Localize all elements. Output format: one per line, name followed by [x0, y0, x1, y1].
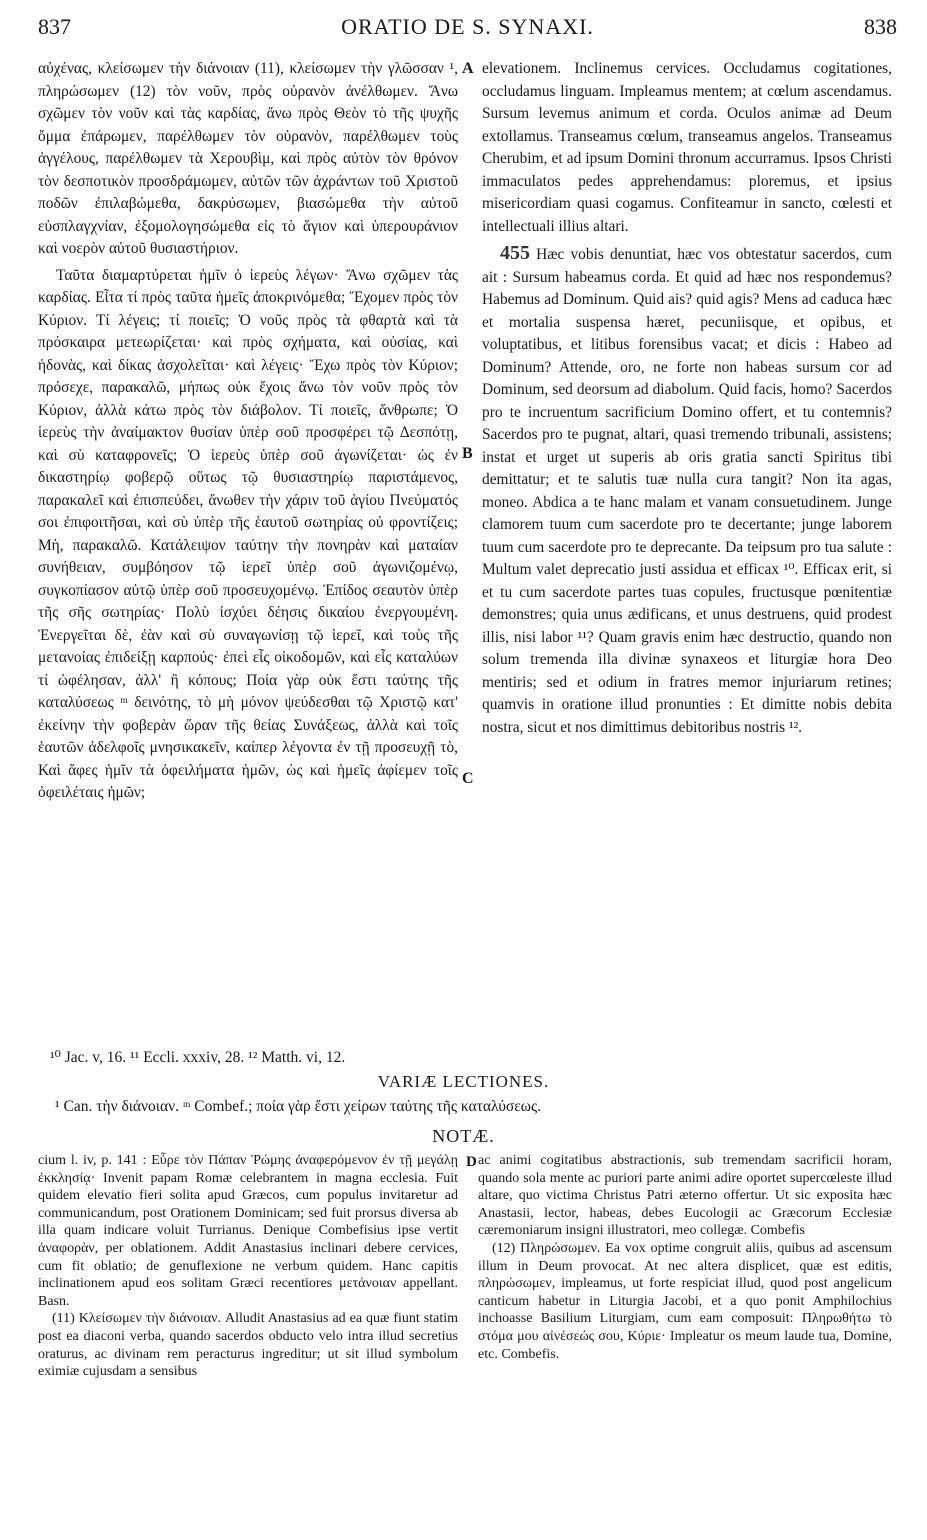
page-number-left: 837: [38, 14, 71, 39]
latin-paragraph-1: elevationem. Inclinemus cervices. Occludamus cogitationes, occludamus linguam. Impleamus mentem; at cœlum ascendamus. Sursum levemus animum et corda. Oculos animæ ad Deum extollamus. Transeamus cœlum, transeamus angelos. Transeamus Cherubim, et ad ipsum Domini thronum accurramus. Ipsos Christi immaculatos pedes apprehendamus: ploremus, et ipsius misericordiam quasi cogamus. Confiteamur in sancto, cœlesti et intellectuali illius altari.: [482, 60, 892, 235]
margin-letter-a: A: [462, 60, 474, 77]
margin-letter-b: B: [462, 445, 473, 462]
note-right-2: (12) Πληρώσωμεν. Ea vox optime congruit aliis, quibus ad ascensum illum in Deum provocat. At nec altera displicet, quæ est editis, πληρώσωμεν, impleamus, ut forte respiciat illud, quod post angelicum canticum habetur in Liturgia Jacobi, et a quo ponit Amphilochius inchoasse Basilium Liturgiam, cum eam composuit: Πληρωθήτω τὸ στόμα μου αἰνέσεώς σου, Κύριε· Impleatur os meum laude tua, Domine, etc. Combefis.: [478, 1240, 892, 1362]
greek-paragraph-2: Ταῦτα διαμαρτύρεται ἡμῖν ὁ ἱερεὺς λέγων· Ἄνω σχῶμεν τὰς καρδίας. Εἶτα τί πρὸς ταῦτα ἡμεῖς ἀποκρινόμεθα; Ἔχομεν πρὸς τὸν Κύριον. Τί λέγεις; τί ποιεῖς; Ὁ νοῦς πρὸς τὰ φθαρτὰ καὶ τὰ πρόσκαιρα μετεωρίζεται· καὶ πρὸς σχήματα, καὶ οὐσίας, καὶ ἡδονὰς, καὶ δίκας ἀσχολεῖται· καὶ λέγεις· Ἔχω πρὸς τὸν Κύριον; πρόσεχε, παρακαλῶ, μήπως οὐκ ἔχοις ἄνω τὸν νοῦν πρὸς τὸν Κύριον, ἀλλὰ κάτω πρὸς τὸν διάβολον. Τί ποιεῖς, ἄνθρωπε; Ὁ ἱερεὺς τὴν ἀναίμακτον θυσίαν ὑπὲρ σοῦ προσφέρει τῷ Δεσπότῃ, καὶ σὺ καταφρονεῖς; Ὁ ἱερεὺς ὑπὲρ σοῦ ἀγωνίζεται· ὡς ἐν δικαστηρίῳ φοβερῷ οὕτως τῷ θυσιαστηρίῳ παριστάμενος, παρακαλεῖ καὶ ἐπισπεύδει, ἄνωθεν τὴν χάριν τοῦ ἁγίου Πνεύματός σοι ἐπιφοιτῆσαι, καὶ σὺ ὑπὲρ τῆς ἑαυτοῦ σωτηρίας οὐ φροντίζεις; Μὴ, παρακαλῶ. Κατάλειψον ταύτην τὴν πονηρὰν καὶ ματαίαν συνήθειαν, συμβόησον τῷ ἱερεῖ ὑπὲρ σοῦ ἀγωνιζομένῳ, συγκοπίασον αὐτῷ ὑπὲρ σοῦ προσευχομένῳ. Ἐπίδος σεαυτὸν ὑπὲρ τῆς σῆς σωτηρίας· Πολὺ ἰσχύει δέησις δικαίου ἐνεργουμένη. Ἐνεργεῖται δὲ, ἐὰν καὶ σὺ συναγωνίσῃ τῷ ἱερεῖ, καὶ τοὺς τῆς μετανοίας ἐπιδείξῃ καρπούς· ἐπεὶ εἷς οἰκοδομῶν, καὶ εἷς καταλύων τί ὠφέλησαν, ἀλλ' ἢ κόπους; Ποία γὰρ οὐκ ἔστι ταύτης τῆς καταλύσεως ᵐ δεινότης, τὸ μὴ μόνον ψεύδεσθαι τῷ Χριστῷ κατ' ἐκείνην τὴν φοβερὰν ὥραν τῆς θείας Συνάξεως, ἀλλὰ καὶ τοῖς ἑαυτῶν ἀδελφοῖς μνησικακεῖν, καίπερ λέγοντα ἐν τῇ προσευχῇ τὸ, Καὶ ἄφες ἡμῖν τὰ ὀφειλήματα ἡμῶν, ὡς καὶ ἡμεῖς ἀφίεμεν τοῖς ὀφειλέταις ἡμῶν;: [38, 266, 458, 801]
variae-line: ¹ Can. τὴν διάνοιαν. ᵐ Combef.; ποία γὰρ ἔστι χείρων ταύτης τῆς καταλύσεως.: [55, 1098, 541, 1115]
latin-paragraph-2-text: Hæc vobis denuntiat, hæc vos obtestatur sacerdos, cum ait : Sursum habeamus corda. Et quid ad hæc nos respondemus? Habemus ad Dominum. Quid ais? quid agis? Mens ad caduca hæc et mortalia suspensa hæret, pecuniisque, et opibus, et voluptatibus, et litibus forensibus vacat; et dicis : Habeo ad Dominum? Attende, oro, ne forte non habeas sursum cor ad Dominum, sed deorsum ad diabolum. Quid facis, homo? Sacerdos pro te incruentum sacrificium Domino offert, et tu contemnis? Sacerdos pro te pugnat, altari, quasi tremendo tribunali, assistens; instat et urget ut superis ab oris gratia sancti Spiritus tibi demittatur; et te salutis tuæ nulla cura tangit? Non ita agas, moneo. Abdica a te hanc malam et vanam consuetudinem. Junge clamorem tuum cum sacerdote pro te decertante; junge laborem tuum cum sacerdote pro te deprecante. Da teipsum pro tua salute : Multum valet deprecatio justi assidua et efficax ¹⁰. Efficax erit, si et tu cum sacerdote partes tuas copules, fructusque pœnitentiæ demonstres; quia unus ædificans, et unus destruens, quid prodest illis, nisi labor ¹¹? Quam gravis enim hæc destructio, quando non solum tremenda illa divinæ synaxeos et liturgiæ hora Deo mentiris; sed et odium in fratres memor injuriarum retines; quamvis in oratione illud pronunties : Et dimitte nobis debita nostra, sicut et nos dimittimus debitoribus nostris ¹².: [482, 246, 892, 736]
footnotes: ¹⁰ Jac. v, 16. ¹¹ Eccli. xxxiv, 28. ¹² Matth. vi, 12.: [50, 1049, 346, 1066]
greek-paragraph-1: αὐχένας, κλείσωμεν τὴν διάνοιαν (11), κλείσωμεν τὴν γλῶσσαν ¹, πληρώσωμεν (12) τὸν νοῦν, πρὸς οὐρανὸν ἀνέλθωμεν. Ἄνω σχῶμεν τὸν νοῦν καὶ τὰς καρδίας, ἄνω πρὸς Θεὸν τὸ τῆς ψυχῆς ὄμμα ἐπάρωμεν, παρέλθωμεν τὸν οὐρανὸν, παρέλθωμεν τοὺς ἀγγέλους, παρέλθωμεν τὰ Χερουβὶμ, καὶ πρὸς αὐτὸν τὸν θρόνον τὸν δεσποτικὸν προσδράμωμεν, αὐτῶν τῶν ἀχράντων τοῦ Χριστοῦ ποδῶν ἐπιλαβώμεθα, δακρύσωμεν, βιασώμεθα τὴν αὐτοῦ εὐσπλαγχνίαν, ἐξομολογησώμεθα εἰς τὸ ἅγιον καὶ ὑπερουράνιον καὶ νοερὸν αὐτοῦ θυσιαστήριον.: [38, 60, 458, 257]
greek-column: [38, 58, 458, 805]
note-left-1: cium l. iv, p. 141 : Εὗρε τὸν Πάπαν Ῥώμης ἀναφερόμενον ἐν τῇ μεγάλῃ ἐκκλησίᾳ· Invenit papam Romæ celebrantem in magna ecclesia. Fuit quidem elevatio fieri solita apud Græcos, cum populus invitaretur ad communicandum, post Orationem Dominicam; sed fuit prorsus diversa ab illa quam indicare voluit Turrianus. Denique Combefisius ipse vertit ἀναφορὰν, per oblationem. Addit Anastasius inclinari debere cervices, cum fit oblatio; de genuflexione ne verbum quidem. Hanc capitis inclinationem apud eos solitam Græci recentiores μετάνοιαν appellant. Basn.: [38, 1153, 458, 1309]
notes-right-column: [478, 1152, 892, 1363]
notae-heading: NOTÆ.: [432, 1126, 495, 1146]
latin-column: [482, 58, 892, 739]
latin-paragraph-2: [482, 242, 892, 739]
running-title: ORATIO DE S. SYNAXI.: [341, 14, 594, 39]
section-number: 455: [500, 242, 530, 264]
note-left-2: (11) Κλείσωμεν τὴν διάνοιαν. Alludit Anastasius ad ea quæ fiunt statim post ea diaconi verba, quando sacerdos obducto velo intra illud secretius oraturus, ac divinam rem peracturus ingreditur; ut sit illud symbolum eximiæ cujusdam a sensibus: [38, 1311, 458, 1380]
note-right-1: ac animi cogitatibus abstractionis, sub tremendam sacrificii horam, quando sola mente ac puriori parte animi adire oportet supercœleste illud altare, quo victima Christus Patri æterno offertur. Ut sic exposita hæc Anastasii, lector, habeas, debes Eucologii ac Græcorum Ecclesiæ cæremoniarum insigni illustratori, meo collegæ. Combefis: [478, 1153, 892, 1239]
margin-letter-d: D: [466, 1154, 477, 1170]
page-number-right: 838: [864, 14, 897, 39]
notes-left-column: [38, 1152, 458, 1381]
variae-heading: VARIÆ LECTIONES.: [377, 1072, 550, 1091]
margin-letter-c: C: [462, 770, 474, 787]
running-header: [38, 14, 897, 48]
